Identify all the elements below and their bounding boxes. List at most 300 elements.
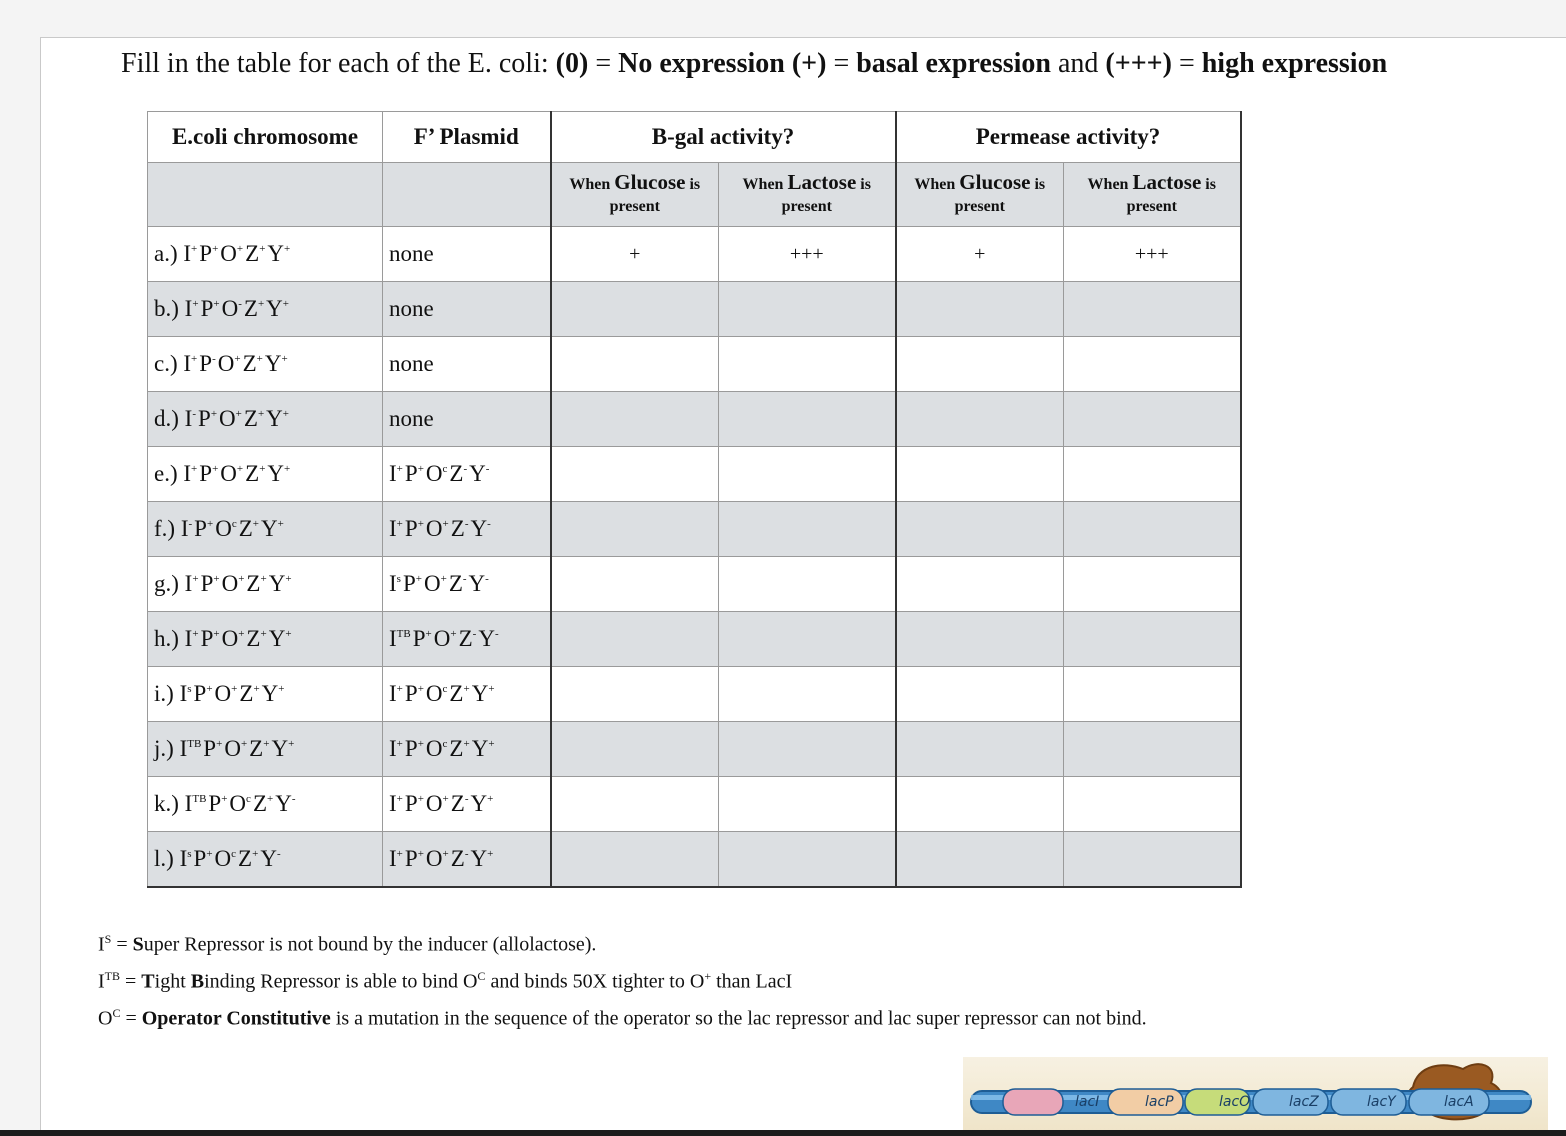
- permease-lactose-cell[interactable]: [1064, 502, 1241, 557]
- allele: P+: [402, 571, 422, 596]
- permease-lactose-cell[interactable]: [1064, 337, 1241, 392]
- plasmid-cell: [383, 447, 551, 502]
- allele: Y+: [267, 241, 291, 266]
- allele: O-: [221, 296, 242, 321]
- allele: Y-: [468, 571, 489, 596]
- allele-superscript: +: [396, 738, 403, 751]
- bgal-lactose-cell[interactable]: +++: [719, 227, 896, 282]
- allele-superscript: +: [282, 298, 289, 311]
- bgal-glucose-cell[interactable]: [551, 282, 719, 337]
- plasmid-cell: [383, 777, 551, 832]
- gene-label: lacY: [1367, 1094, 1396, 1110]
- allele: Y+: [260, 516, 284, 541]
- allele: Y+: [266, 296, 289, 321]
- allele-superscript: +: [442, 793, 449, 806]
- subheader-empty: [383, 163, 551, 227]
- allele: Z-: [458, 626, 477, 651]
- allele-superscript: +: [210, 408, 218, 421]
- subheader-bgal-lactose: When Lactose is present: [719, 163, 896, 227]
- allele: $I^{TB}$: [179, 736, 202, 761]
- allele: P+: [200, 296, 220, 321]
- allele-superscript: +: [206, 518, 214, 531]
- allele: P+: [203, 736, 223, 761]
- allele-superscript: +: [417, 793, 424, 806]
- allele: O+: [423, 571, 447, 596]
- table-row: [148, 667, 1241, 722]
- bgal-glucose-cell[interactable]: [551, 557, 719, 612]
- chromosome-cell: [148, 722, 383, 777]
- header-chromosome: E.coli chromosome: [148, 112, 383, 163]
- bgal-lactose-cell[interactable]: [719, 722, 896, 777]
- allele: I+: [183, 351, 198, 376]
- chromosome-cell: [148, 227, 383, 282]
- allele: Y+: [471, 681, 495, 706]
- permease-lactose-cell[interactable]: [1064, 557, 1241, 612]
- plasmid-none: none: [389, 296, 434, 321]
- allele-superscript: +: [281, 353, 288, 366]
- allele-superscript: s: [187, 683, 192, 696]
- expression-table: [147, 111, 1242, 888]
- allele: Z+: [249, 736, 270, 761]
- bgal-glucose-cell[interactable]: [551, 502, 719, 557]
- allele-superscript: +: [284, 463, 291, 476]
- allele-superscript: +: [252, 518, 259, 531]
- row-label: g.): [154, 571, 185, 596]
- bgal-lactose-cell[interactable]: [719, 777, 896, 832]
- allele: O+: [433, 626, 457, 651]
- allele: P+: [404, 681, 424, 706]
- allele: Y+: [268, 626, 292, 651]
- permease-glucose-cell[interactable]: [896, 392, 1064, 447]
- allele-superscript: +: [252, 848, 259, 861]
- allele: Z+: [239, 681, 260, 706]
- header-bgal: B-gal activity?: [551, 112, 896, 163]
- plasmid-cell: [383, 502, 551, 557]
- allele-superscript: +: [450, 628, 457, 641]
- table-row: [148, 777, 1241, 832]
- plasmid-cell: [383, 557, 551, 612]
- bgal-lactose-cell[interactable]: [719, 447, 896, 502]
- header-permease: Permease activity?: [896, 112, 1241, 163]
- allele-superscript: +: [192, 298, 199, 311]
- allele: I+: [184, 571, 199, 596]
- allele-superscript: +: [260, 628, 267, 641]
- allele: P+: [200, 626, 220, 651]
- allele-superscript: +: [288, 738, 295, 751]
- permease-lactose-cell[interactable]: [1064, 832, 1241, 888]
- allele: $I^{TB}$: [184, 791, 207, 816]
- allele: $I^{TB}$: [389, 626, 411, 651]
- plasmid-cell: [383, 722, 551, 777]
- allele: Z-: [450, 516, 469, 541]
- allele: Z-: [450, 846, 469, 871]
- bgal-glucose-cell[interactable]: [551, 722, 719, 777]
- allele-superscript: -: [487, 518, 491, 531]
- allele: Y+: [471, 736, 495, 761]
- allele-superscript: +: [256, 353, 263, 366]
- allele: $O^c$: [425, 461, 448, 486]
- allele-superscript: -: [462, 573, 467, 586]
- bgal-glucose-cell[interactable]: [551, 612, 719, 667]
- bgal-glucose-cell[interactable]: +: [551, 227, 719, 282]
- allele: O+: [219, 406, 242, 431]
- table-row: [148, 392, 1241, 447]
- row-label: h.): [154, 626, 185, 651]
- subheader-empty: [148, 163, 383, 227]
- plasmid-cell: [383, 612, 551, 667]
- row-label: b.): [154, 296, 185, 321]
- allele-superscript: +: [213, 573, 220, 586]
- chromosome-cell: [148, 502, 383, 557]
- allele-superscript: +: [267, 793, 274, 806]
- allele-superscript: +: [191, 463, 198, 476]
- permease-glucose-cell[interactable]: [896, 722, 1064, 777]
- allele-superscript: +: [487, 793, 494, 806]
- bgal-lactose-cell[interactable]: [719, 282, 896, 337]
- bgal-glucose-cell[interactable]: [551, 777, 719, 832]
- allele: $I^s$: [179, 846, 192, 871]
- allele: $O^c$: [229, 791, 251, 816]
- allele-superscript: s: [187, 848, 192, 861]
- table-row: [148, 227, 1241, 282]
- allele-superscript: +: [238, 573, 245, 586]
- permease-glucose-cell[interactable]: [896, 612, 1064, 667]
- allele: Y+: [470, 791, 494, 816]
- gene-segment: [1003, 1089, 1063, 1115]
- allele: P+: [404, 516, 424, 541]
- allele-superscript: +: [259, 463, 266, 476]
- plasmid-cell: [383, 227, 551, 282]
- allele-superscript: +: [278, 683, 285, 696]
- allele-superscript: +: [212, 243, 219, 256]
- allele: Z-: [450, 791, 469, 816]
- allele: $I^s$: [389, 571, 401, 596]
- allele: Z+: [246, 626, 267, 651]
- allele: Z+: [245, 461, 266, 486]
- allele: P+: [404, 461, 424, 486]
- table-row: [148, 447, 1241, 502]
- allele: I-: [184, 406, 197, 431]
- allele-superscript: +: [221, 793, 228, 806]
- allele-superscript: -: [464, 848, 469, 861]
- allele: Z+: [449, 736, 470, 761]
- allele-superscript: +: [234, 353, 241, 366]
- plasmid-cell: [383, 337, 551, 392]
- allele: Y-: [469, 461, 490, 486]
- allele-superscript: -: [192, 408, 197, 421]
- row-label: d.): [154, 406, 185, 431]
- allele-superscript: +: [417, 683, 424, 696]
- allele: Y-: [275, 791, 296, 816]
- allele-superscript: +: [396, 463, 403, 476]
- allele-superscript: s: [396, 573, 401, 586]
- allele-superscript: +: [396, 683, 403, 696]
- allele: Y-: [478, 626, 499, 651]
- allele: Y+: [266, 406, 289, 431]
- allele-superscript: +: [216, 738, 223, 751]
- permease-lactose-cell[interactable]: [1064, 722, 1241, 777]
- permease-glucose-cell[interactable]: [896, 832, 1064, 888]
- permease-glucose-cell[interactable]: [896, 667, 1064, 722]
- chromosome-cell: [148, 777, 383, 832]
- permease-lactose-cell[interactable]: [1064, 667, 1241, 722]
- allele-superscript: +: [212, 463, 219, 476]
- allele: O+: [425, 516, 449, 541]
- instructions-heading: Fill in the table for each of the E. coli: (0) = No expression (+) = basal expression and (+++) = high expression: [121, 48, 1388, 79]
- allele-superscript: c: [442, 683, 448, 696]
- allele: O+: [220, 241, 244, 266]
- permease-lactose-cell[interactable]: [1064, 777, 1241, 832]
- permease-glucose-cell[interactable]: [896, 502, 1064, 557]
- row-label: e.): [154, 461, 184, 486]
- allele: Y-: [260, 846, 281, 871]
- permease-lactose-cell[interactable]: [1064, 447, 1241, 502]
- bgal-lactose-cell[interactable]: [719, 832, 896, 888]
- allele-superscript: -: [291, 793, 296, 806]
- gene-label: lacZ: [1289, 1094, 1319, 1110]
- allele-superscript: TB: [187, 738, 202, 751]
- allele: P+: [193, 681, 213, 706]
- allele: Z+: [242, 351, 263, 376]
- allele-superscript: +: [417, 738, 424, 751]
- permease-glucose-cell[interactable]: [896, 337, 1064, 392]
- allele: Z-: [449, 461, 468, 486]
- plasmid-none: none: [389, 351, 434, 376]
- permease-glucose-cell[interactable]: [896, 282, 1064, 337]
- subheader-perm-glucose: When Glucose is present: [896, 163, 1064, 227]
- allele: I+: [183, 241, 198, 266]
- allele-superscript: +: [425, 628, 432, 641]
- row-label: c.): [154, 351, 184, 376]
- row-label: a.): [154, 241, 184, 266]
- allele: Z+: [243, 406, 265, 431]
- allele-superscript: +: [285, 628, 292, 641]
- permease-lactose-cell[interactable]: [1064, 612, 1241, 667]
- definition-operator-constitutive: $O^C$ = Operator Constitutive is a mutation in the sequence of the operator so the lac repressor and lac super repressor can not bind.: [98, 1006, 1147, 1030]
- bgal-lactose-cell[interactable]: [719, 392, 896, 447]
- allele-superscript: +: [463, 738, 470, 751]
- chromosome-cell: [148, 337, 383, 392]
- allele-superscript: -: [485, 463, 490, 476]
- bgal-lactose-cell[interactable]: [719, 557, 896, 612]
- allele: P+: [193, 846, 213, 871]
- allele: O+: [425, 791, 449, 816]
- allele-superscript: +: [415, 573, 422, 586]
- row-label: k.): [154, 791, 185, 816]
- allele-superscript: +: [213, 298, 220, 311]
- allele: P-: [199, 351, 216, 376]
- window-bottom-bar: [0, 1130, 1566, 1136]
- allele-superscript: -: [276, 848, 281, 861]
- allele-superscript: +: [238, 628, 245, 641]
- allele-superscript: +: [235, 408, 242, 421]
- chromosome-cell: [148, 667, 383, 722]
- document-page: [40, 37, 1566, 1133]
- subheader-bgal-glucose: When Glucose is present: [551, 163, 719, 227]
- allele: I+: [184, 626, 199, 651]
- allele-superscript: TB: [396, 628, 411, 641]
- allele-superscript: -: [472, 628, 477, 641]
- allele: Z+: [243, 296, 265, 321]
- allele-superscript: +: [488, 683, 495, 696]
- allele: I+: [183, 461, 198, 486]
- allele: $O^c$: [425, 681, 448, 706]
- permease-lactose-cell[interactable]: [1064, 282, 1241, 337]
- allele: I+: [389, 736, 403, 761]
- allele: Z-: [448, 571, 467, 596]
- allele-superscript: +: [277, 518, 284, 531]
- allele: $O^c$: [214, 846, 237, 871]
- permease-lactose-cell[interactable]: +++: [1064, 227, 1241, 282]
- allele: Y+: [470, 846, 494, 871]
- allele: O+: [221, 626, 245, 651]
- definition-tight-binding: $I^{TB}$ = Tight Binding Repressor is able to bind $O^C$ and binds 50X tighter to O+ than LacI: [98, 969, 793, 993]
- allele: Z+: [245, 241, 266, 266]
- allele: P+: [404, 736, 424, 761]
- allele-superscript: c: [442, 738, 448, 751]
- allele: P+: [208, 791, 228, 816]
- allele: P+: [199, 241, 219, 266]
- allele-superscript: c: [246, 793, 251, 806]
- allele-superscript: c: [231, 848, 237, 861]
- allele: P+: [200, 571, 220, 596]
- bgal-glucose-cell[interactable]: [551, 337, 719, 392]
- allele: O+: [220, 461, 244, 486]
- bgal-lactose-cell[interactable]: [719, 667, 896, 722]
- allele-superscript: -: [485, 573, 489, 586]
- allele-superscript: -: [188, 518, 193, 531]
- allele: Z+: [252, 791, 274, 816]
- allele-superscript: +: [417, 463, 424, 476]
- allele-superscript: +: [206, 848, 213, 861]
- table-row: [148, 337, 1241, 392]
- chromosome-cell: [148, 832, 383, 888]
- row-label: i.): [154, 681, 180, 706]
- allele-superscript: +: [192, 573, 199, 586]
- table-row: [148, 502, 1241, 557]
- table-row: [148, 282, 1241, 337]
- allele: O+: [221, 571, 245, 596]
- allele-superscript: +: [236, 463, 244, 476]
- permease-glucose-cell[interactable]: [896, 777, 1064, 832]
- allele-superscript: +: [488, 738, 495, 751]
- allele-superscript: -: [463, 463, 468, 476]
- allele-superscript: +: [213, 628, 220, 641]
- table-row: [148, 557, 1241, 612]
- permease-glucose-cell[interactable]: [896, 557, 1064, 612]
- allele: I+: [389, 461, 403, 486]
- allele-superscript: c: [231, 518, 237, 531]
- allele-superscript: TB: [192, 793, 207, 806]
- allele-superscript: +: [285, 573, 292, 586]
- gene-label: lacO: [1219, 1094, 1251, 1110]
- allele-superscript: +: [440, 573, 447, 586]
- allele: Z+: [449, 681, 470, 706]
- permease-glucose-cell[interactable]: [896, 447, 1064, 502]
- allele: P+: [412, 626, 432, 651]
- allele-superscript: +: [260, 573, 267, 586]
- row-label: f.): [154, 516, 181, 541]
- bgal-glucose-cell[interactable]: [551, 667, 719, 722]
- allele: I+: [389, 791, 403, 816]
- subheader-perm-lactose: When Lactose is present: [1064, 163, 1241, 227]
- allele-superscript: +: [282, 408, 289, 421]
- allele-superscript: +: [417, 848, 424, 861]
- allele-superscript: +: [463, 683, 470, 696]
- bgal-lactose-cell[interactable]: [719, 337, 896, 392]
- allele: Y+: [267, 461, 291, 486]
- allele-superscript: +: [442, 848, 449, 861]
- definition-super-repressor: $I^S$ = Super Repressor is not bound by the inducer (allolactose).: [98, 932, 597, 956]
- gene-label: lacA: [1444, 1094, 1474, 1110]
- plasmid-cell: [383, 282, 551, 337]
- allele: I-: [180, 516, 193, 541]
- allele: O+: [425, 846, 449, 871]
- allele-superscript: -: [464, 793, 469, 806]
- bgal-lactose-cell[interactable]: [719, 612, 896, 667]
- allele: O+: [224, 736, 248, 761]
- bgal-lactose-cell[interactable]: [719, 502, 896, 557]
- bgal-glucose-cell[interactable]: [551, 447, 719, 502]
- allele-superscript: +: [231, 683, 238, 696]
- allele-superscript: -: [238, 298, 242, 311]
- allele-superscript: +: [191, 243, 198, 256]
- plasmid-cell: [383, 392, 551, 447]
- allele-superscript: -: [464, 518, 469, 531]
- allele: Y+: [261, 681, 285, 706]
- plasmid-cell: [383, 832, 551, 888]
- bgal-glucose-cell[interactable]: [551, 832, 719, 888]
- allele-superscript: -: [212, 353, 216, 366]
- bgal-glucose-cell[interactable]: [551, 392, 719, 447]
- chromosome-cell: [148, 612, 383, 667]
- table-row: [148, 612, 1241, 667]
- allele: P+: [404, 846, 424, 871]
- allele-superscript: +: [396, 793, 403, 806]
- allele: P+: [194, 516, 214, 541]
- allele: Z+: [238, 516, 259, 541]
- lac-operon-diagram: [963, 1057, 1548, 1133]
- allele-superscript: +: [206, 683, 213, 696]
- allele-superscript: -: [494, 628, 499, 641]
- chromosome-cell: [148, 282, 383, 337]
- allele: O+: [217, 351, 241, 376]
- plasmid-none: none: [389, 241, 434, 266]
- allele-superscript: +: [257, 298, 265, 311]
- allele: Z+: [238, 846, 259, 871]
- allele: Y-: [470, 516, 491, 541]
- allele: P+: [199, 461, 219, 486]
- allele: I+: [389, 516, 403, 541]
- table-row: [148, 832, 1241, 888]
- allele: Y+: [268, 571, 292, 596]
- permease-lactose-cell[interactable]: [1064, 392, 1241, 447]
- allele: I+: [389, 846, 403, 871]
- allele: O+: [214, 681, 238, 706]
- allele: Z+: [246, 571, 267, 596]
- allele-superscript: +: [396, 518, 403, 531]
- table-row: [148, 722, 1241, 777]
- allele-superscript: +: [284, 243, 291, 256]
- chromosome-cell: [148, 447, 383, 502]
- permease-glucose-cell[interactable]: +: [896, 227, 1064, 282]
- allele: Y+: [271, 736, 295, 761]
- allele: P+: [404, 791, 424, 816]
- allele: P+: [198, 406, 218, 431]
- allele-superscript: +: [396, 848, 403, 861]
- gene-label: lacP: [1145, 1094, 1174, 1110]
- plasmid-cell: [383, 667, 551, 722]
